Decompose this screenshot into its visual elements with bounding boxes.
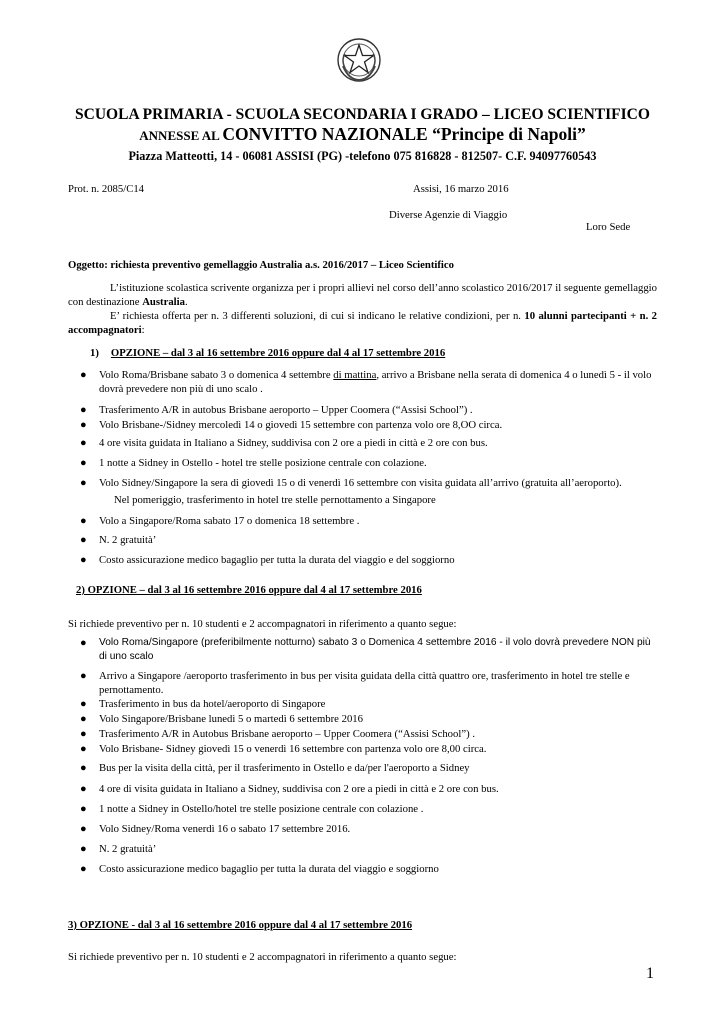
bullet-icon: ● [80,534,87,546]
bullet-icon: ● [80,419,87,431]
intro-text: L’istituzione scolastica scrivente organizza per i propri allievi nel corso dell’anno scolastico 2016/2017 il seguente gemellaggio con destinazione Australia. [68,282,657,308]
convitto-name: CONVITTO NAZIONALE “Principe di Napoli” [222,124,586,144]
bullet-icon: ● [80,713,87,725]
offer-text: E’ richiesta offerta per n. 3 differenti soluzioni, di cui si indicano le relative condizioni, per n. 10 alunni partecipanti + n. 2 accompagnatori: [68,310,657,336]
letter-subject: Oggetto: richiesta preventivo gemellaggio Australia a.s. 2016/2017 – Liceo Scientifico [68,259,454,271]
bullet-icon: ● [80,843,87,855]
bullet-icon: ● [80,762,87,774]
afternoon-note: Nel pomeriggio, trasferimento in hotel tre stelle pernottamento a Singapore [114,494,436,506]
letter-date: Assisi, 16 marzo 2016 [413,183,509,195]
bullet-icon: ● [80,637,87,649]
recipient: Diverse Agenzie di Viaggio [389,209,508,221]
school-name-heading: SCUOLA PRIMARIA - SCUOLA SECONDARIA I GRADO – LICEO SCIENTIFICO [75,106,650,123]
recipient-location: Loro Sede [586,221,631,233]
offer-paragraph [68,309,657,337]
bullet-icon: ● [80,698,87,710]
convitto-heading [0,124,725,147]
bullet-icon: ● [80,457,87,469]
protocol-number: Prot. n. 2085/C14 [68,183,145,195]
option3-request: Si richiede preventivo per n. 10 studenti e 2 accompagnatori in riferimento a quanto segue: [68,951,457,963]
bullet-icon: ● [80,404,87,416]
bullet-icon: ● [80,369,87,381]
bullet-icon: ● [80,515,87,527]
bullet-icon: ● [80,823,87,835]
bullet-icon: ● [80,728,87,740]
italian-republic-emblem-icon [335,36,383,84]
page-number: 1 [646,965,654,982]
bullet-icon: ● [80,477,87,489]
convitto-prefix: ANNESSE AL [139,128,223,143]
bullet-icon: ● [80,803,87,815]
bullet-icon: ● [80,554,87,566]
option1-heading: 1) OPZIONE – dal 3 al 16 settembre 2016 oppure dal 4 al 17 settembre 2016 [90,347,446,359]
bullet-icon: ● [80,863,87,875]
bullet-icon: ● [80,670,87,682]
option3-heading: 3) OPZIONE - dal 3 al 16 settembre 2016 oppure dal 4 al 17 settembre 2016 [68,919,413,931]
bullet-icon: ● [80,437,87,449]
school-address: Piazza Matteotti, 14 - 06081 ASSISI (PG) -telefono 075 816828 - 812507- C.F. 94097760543 [128,149,597,163]
bullet-icon: ● [80,743,87,755]
bullet-icon: ● [80,783,87,795]
document-page: SCUOLA PRIMARIA - SCUOLA SECONDARIA I GRADO – LICEO SCIENTIFICO ANNESSE AL CONVITTO NAZIONALE “Principe di Napoli” Piazza Matteotti, 14 - 06081 ASSISI (PG) -telefono 075 816828 - 812507- C.F. 94097760543 Prot. n. 2085/C14 Assisi, 16 marzo 2016 Diverse Agenzie di Viaggio Loro Sede Oggetto: richiesta preventivo gemellaggio Australia a.s. 2016/2017 – Liceo Scientifico L’istituzione scolastica scrivente organizza per i propri allievi nel corso dell’anno scolastico 2016/2017 il seguente gemellaggio con destinazione Australia. E’ richiesta offerta per n. 3 differenti soluzioni, di cui si indicano le relative condizioni, per n. 10 alunni partecipanti + n. 2 accompagnatori: 1) OPZIONE – dal 3 al 16 settembre 2016 oppure dal 4 al 17 settembre 2016 ● Volo Roma/Brisbane sabato 3 o domenica 4 settembre di mattina, arrivo a Brisbane nella serata di domenica 4 o lunedì 5 - il volo dovrà prevedere non più di uno scalo . ● Trasferimento A/R in autobus Brisbane aeroporto – Upper Coomera (“Assisi School”) . ● Volo Brisbane-/Sidney mercoledì 14 o giovedì 15 settembre con partenza volo ore 8,OO circa. ● 4 ore visita guidata in Italiano a Sidney, suddivisa con 2 ore a piedi in città e 2 ore con bus. ● 1 notte a Sidney in Ostello - hotel tre stelle posizione centrale con colazione. ● Volo Sidney/Singapore la sera di giovedì 15 o di venerdì 16 settembre con visita guidata all’arrivo (gratuita all’aeroporto). Nel pomeriggio, trasferimento in hotel tre stelle pernottamento a Singapore ● Volo a Singapore/Roma sabato 17 o domenica 18 settembre . ● N. 2 gratuità’ ● Costo assicurazione medico bagaglio per tutta la durata del viaggio e del soggiorno 2) OPZIONE – dal 3 al 16 settembre 2016 oppure dal 4 al 17 settembre 2016 Si richiede preventivo per n. 10 studenti e 2 accompagnatori in riferimento a quanto segue: ● Volo Roma/Singapore (preferibilmente notturno) sabato 3 o Domenica 4 settembre 2016 - il volo dovrà prevedere NON più di uno scalo ● Arrivo a Singapore /aeroporto trasferimento in bus per visita guidata della città quattro ore, trasferimento in hotel tre stelle e pernottamento. ● Trasferimento in bus da hotel/aeroporto di Singapore ● Volo Singapore/Brisbane lunedì 5 o martedì 6 settembre 2016 ● Trasferimento A/R in Autobus Brisbane aeroporto – Upper Coomera (“Assisi School”) . ● Volo Brisbane- Sidney giovedì 15 o venerdì 16 settembre con partenza volo ore 8,00 circa. ● Bus per la visita della città, per il trasferimento in Ostello e da/per l'aeroporto a Sidney ● 4 ore di visita guidata in Italiano a Sidney, suddivisa con 2 ore a piedi in città e 2 ore con bus. ● 1 notte a Sidney in Ostello/hotel tre stelle posizione centrale con colazione . ● Volo Sidney/Roma venerdì 16 o sabato 17 settembre 2016. ● N. 2 gratuità’ ● Costo assicurazione medico bagaglio per tutta la durata del viaggio e soggiorno 3) OPZIONE - dal 3 al 16 settembre 2016 oppure dal 4 al 17 settembre 2016 Si richiede preventivo per n. 10 studenti e 2 accompagnatori in riferimento a quanto segue: 1 [0,0,725,1024]
intro-paragraph [68,281,657,309]
option2-heading: 2) OPZIONE – dal 3 al 16 settembre 2016 oppure dal 4 al 17 settembre 2016 [76,584,422,596]
option2-request: Si richiede preventivo per n. 10 studenti e 2 accompagnatori in riferimento a quanto segue: [68,618,457,630]
